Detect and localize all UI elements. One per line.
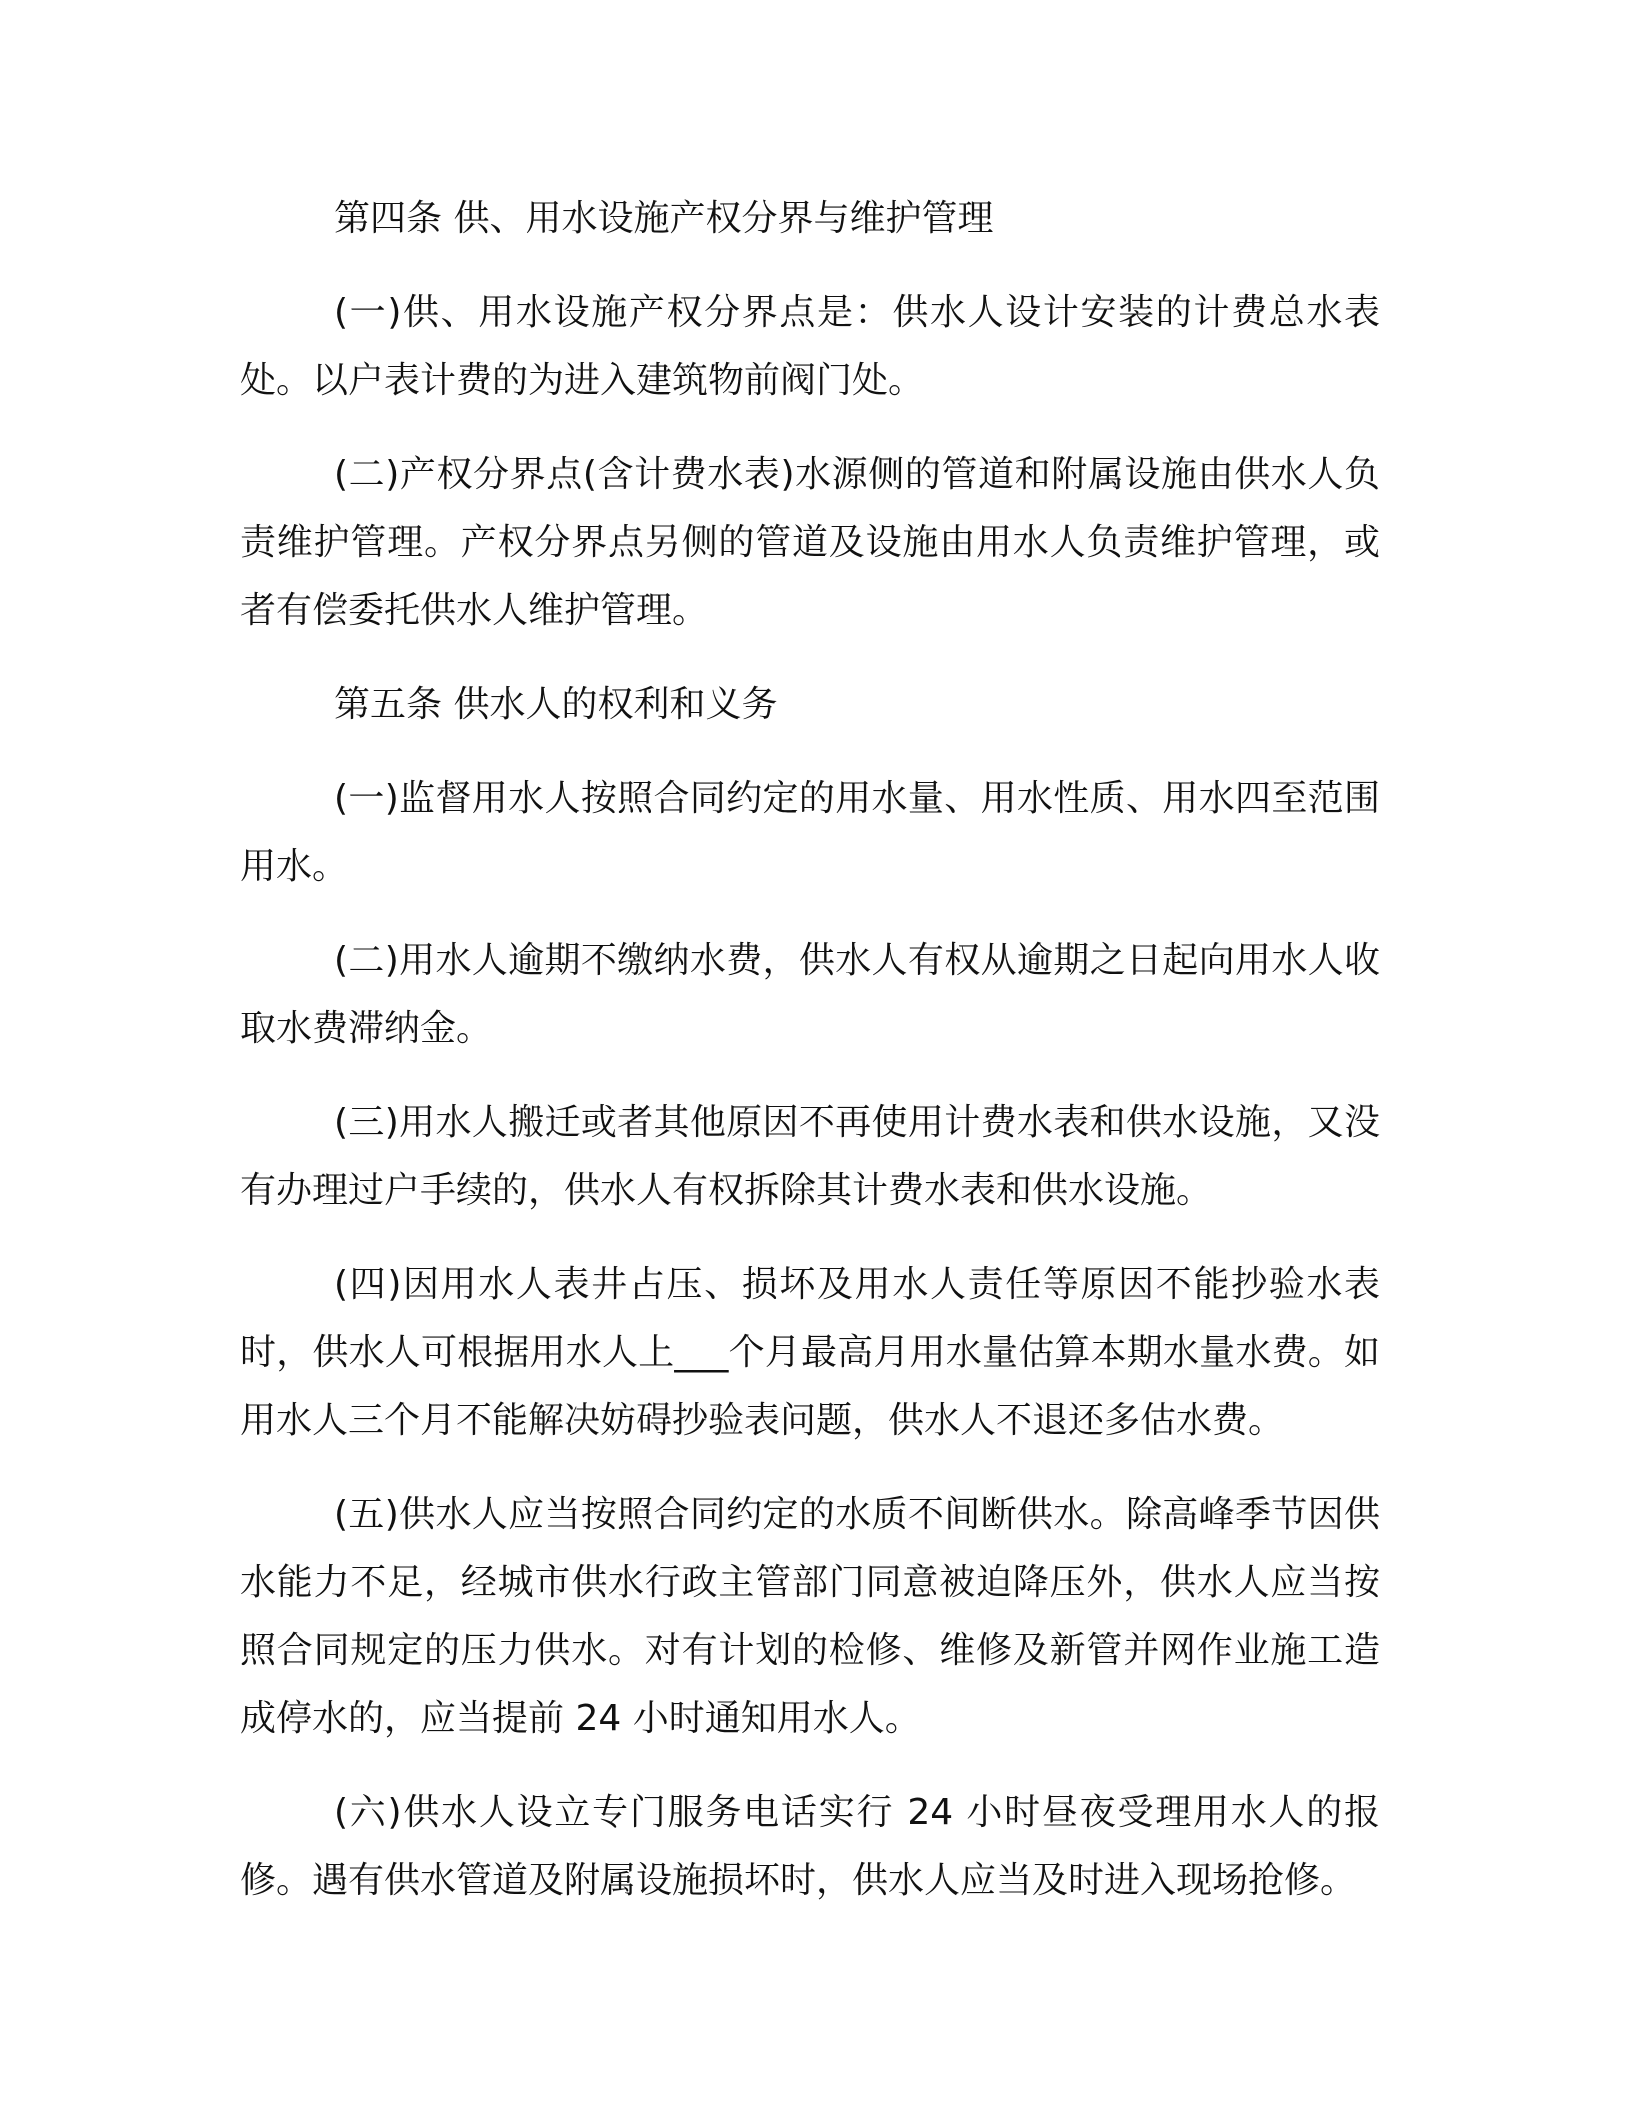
article-5-item-4: (四)因用水人表井占压、损坏及用水人责任等原因不能抄验水表时，供水人可根据用水人上___个月最高月用水量估算本期水量水费。如用水人三个月不能解决妨碍抄验表问题，供水人不退还多估水费。 [240,1264,1380,1441]
article-5-title: 第五条 供水人的权利和义务 [334,684,778,725]
document-body [240,185,1380,1941]
article-5-item-3: (三)用水人搬迁或者其他原因不再使用计费水表和供水设施，又没有办理过户手续的，供水人有权拆除其计费水表和供水设施。 [240,1102,1380,1211]
article-5-item-5: (五)供水人应当按照合同约定的水质不间断供水。除高峰季节因供水能力不足，经城市供水行政主管部门同意被迫降压外，供水人应当按照合同规定的压力供水。对有计划的检修、维修及新管并网作业施工造成停水的，应当提前 24 小时通知用水人。 [240,1494,1380,1739]
article-4-item-2: (二)产权分界点(含计费水表)水源侧的管道和附属设施由供水人负责维护管理。产权分界点另侧的管道及设施由用水人负责维护管理，或者有偿委托供水人维护管理。 [240,454,1380,631]
article-5-item-1: (一)监督用水人按照合同约定的用水量、用水性质、用水四至范围用水。 [240,778,1380,887]
article-5-item-2: (二)用水人逾期不缴纳水费，供水人有权从逾期之日起向用水人收取水费滞纳金。 [240,940,1380,1049]
article-4-title: 第四条 供、用水设施产权分界与维护管理 [334,198,994,239]
article-4-item-1: (一)供、用水设施产权分界点是：供水人设计安装的计费总水表处。以户表计费的为进入建筑物前阀门处。 [240,292,1380,401]
article-5-item-6: (六)供水人设立专门服务电话实行 24 小时昼夜受理用水人的报修。遇有供水管道及附属设施损坏时，供水人应当及时进入现场抢修。 [240,1792,1380,1901]
